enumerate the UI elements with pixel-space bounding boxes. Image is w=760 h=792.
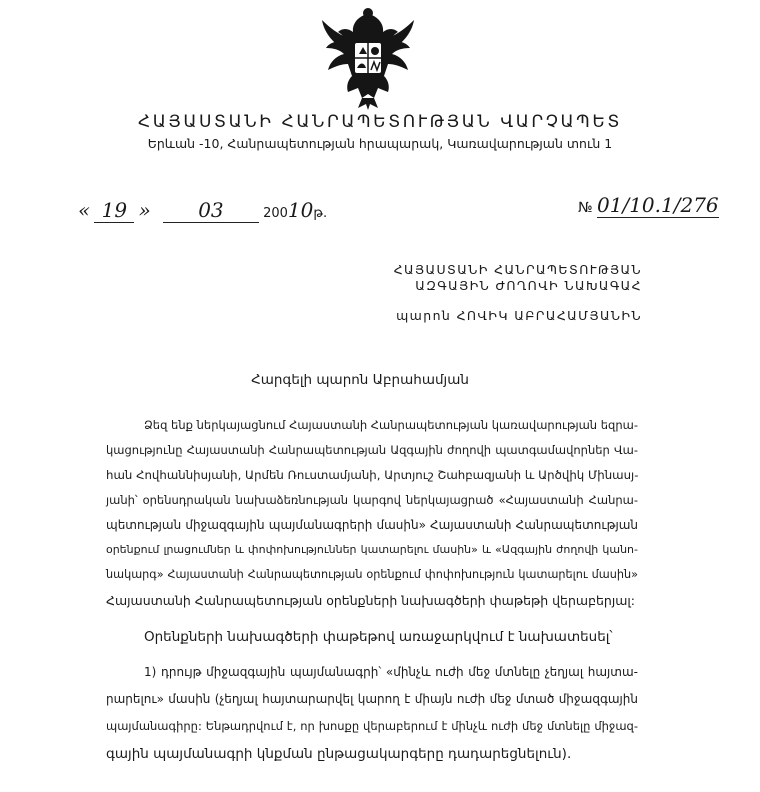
date-open-quote: « <box>78 198 91 222</box>
date-close-quote: » <box>138 198 151 222</box>
addressee-line-1: ՀԱՅԱՍՏԱՆԻ ՀԱՆՐԱՊԵՏՈՒԹՅԱՆ <box>393 262 642 277</box>
letter-date <box>78 198 327 223</box>
body-line: Ձեզ ենք ներկայացնում Հայաստանի Հանրապետության կառավարության եզրա- <box>144 418 638 432</box>
addressee-line-3: պարոն ՀՈՎԻԿ ԱԲՐԱՀԱՄՅԱՆԻՆ <box>396 308 642 323</box>
registration-label: № <box>578 200 593 216</box>
date-year-prefix: 200 <box>263 206 288 221</box>
body-line: պայմանագիրը: Ենթադրվում է, որ խոսքը վերաբերում է մինչև ուժի մեջ մտնելը միջազ- <box>106 719 638 733</box>
coat-of-arms-icon <box>318 6 418 110</box>
government-title: ՀԱՅԱՍՏԱՆԻ ՀԱՆՐԱՊԵՏՈՒԹՅԱՆ ՎԱՐՉԱՊԵՏ <box>137 112 622 132</box>
body-line: նակարգ» Հայաստանի Հանրապետության օրենքում փոփոխություն կատարելու մասին» <box>106 568 638 581</box>
date-year-mark: թ. <box>313 206 328 221</box>
body-line: օրենքում լրացումներ և փոփոխություններ կատարելու մասին» և «Ազգային ժողովի կանո- <box>106 543 638 556</box>
date-day: 19 <box>94 198 134 223</box>
body-line: գային պայմանագրի կնքման ընթացակարգերը դադարեցնելուն). <box>106 746 572 762</box>
registration-value: 01/10.1/276 <box>597 193 719 217</box>
body-line: 1) դրույթ միջազգային պայմանագրի՝ «մինչև ուժի մեջ մտնելը չեղյալ հայտա- <box>144 665 638 679</box>
body-line: Հայաստանի Հանրապետության օրենքների նախագծերի փաթեթի վերաբերյալ: <box>106 593 636 608</box>
body-line: կացությունը Հայաստանի Հանրապետության Ազգային ժողովի պատգամավորներ Վա- <box>106 443 638 457</box>
date-year-suffix: 10 <box>287 198 314 222</box>
date-month: 03 <box>163 198 259 223</box>
addressee-line-2: ԱԶԳԱՅԻՆ ԺՈՂՈՎԻ ՆԱԽԱԳԱՀ <box>415 278 642 293</box>
registration-number <box>578 193 719 218</box>
body-line: հան Հովհաննիսյանի, Արմեն Ռուստամյանի, Արտյուշ Շահբազյանի և Արծվիկ Մինասյ- <box>106 468 639 482</box>
government-address: Երևան -10, Հանրապետության հրապարակ, Կառավարության տուն 1 <box>147 136 613 151</box>
body-line: րարելու» մասին (չեղյալ հայտարարվել կարող է միայն ուժի մեջ մտած միջազգային <box>106 692 638 706</box>
body-line: Օրենքների նախագծերի փաթեթով առաջարկվում է նախատեսել՝ <box>144 629 613 645</box>
salutation: Հարգելի պարոն Աբրահամյան <box>251 372 469 388</box>
body-line: պետության միջազգային պայմանագրերի մասին» Հայաստանի Հանրապետության <box>106 518 638 532</box>
body-line: յանի՝ օրենսդրական նախաձեռնության կարգով ներկայացրած «Հայաստանի Հանրա- <box>106 493 638 507</box>
